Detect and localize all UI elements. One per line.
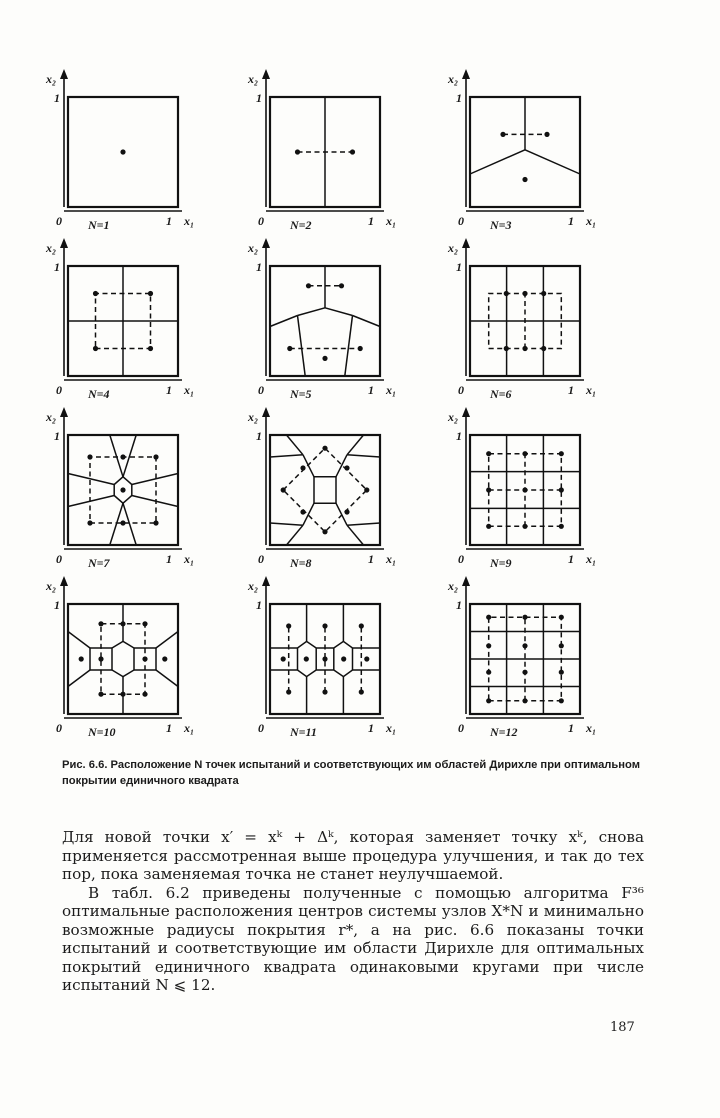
dirichlet-boundary (303, 503, 347, 525)
dirichlet-boundary (270, 455, 303, 457)
trial-point (322, 656, 327, 661)
tick-one-y: 1 (256, 598, 262, 612)
tick-one-y: 1 (256, 260, 262, 274)
paragraph-1: Для новой точки x′ = xᵏ + Δᵏ, которая заменяет точку xᵏ, снова применяется рассмотренная выше процедура улучшения, и так до тех пор, пока заменяемая точка не станет неулучшаемой. (62, 828, 644, 883)
dirichlet-boundary (270, 316, 298, 327)
trial-point (142, 692, 147, 697)
dirichlet-boundary (303, 455, 347, 477)
trial-point (322, 446, 327, 451)
x-axis-label: x₁ (586, 721, 597, 735)
n-label: N=10 (88, 725, 116, 739)
n-label: N=8 (290, 556, 312, 570)
tick-one-y: 1 (54, 91, 60, 105)
trial-point (341, 656, 346, 661)
trial-point (148, 346, 153, 351)
panel-svg (68, 266, 178, 376)
y-axis-arrow (60, 576, 68, 586)
trial-point (559, 524, 564, 529)
panel-n-11 (248, 579, 397, 739)
tick-one-x: 1 (568, 552, 574, 566)
trial-point (522, 487, 527, 492)
tick-one-y: 1 (256, 429, 262, 443)
trial-point (522, 698, 527, 703)
dirichlet-boundary (470, 150, 525, 174)
trial-point (364, 487, 369, 492)
trial-point (350, 149, 355, 154)
x-axis-label: x₁ (586, 383, 597, 397)
trial-point (364, 656, 369, 661)
trial-point (486, 643, 491, 648)
figure-caption: Рис. 6.6. Расположение N точек испытаний и соответствующих им областей Дирихле при оптимальном покрытии единичного квадрата (62, 759, 641, 787)
tick-one-x: 1 (166, 552, 172, 566)
panel-n-3 (448, 72, 597, 232)
n-label: N=9 (490, 556, 512, 570)
page-number: 187 (610, 1020, 635, 1035)
x-axis-label: x₁ (184, 552, 195, 566)
trial-point (120, 487, 125, 492)
tick-one-x: 1 (568, 214, 574, 228)
trial-point (486, 670, 491, 675)
panel-n-6 (448, 241, 597, 401)
trial-point (544, 132, 549, 137)
trial-point (87, 520, 92, 525)
n-label: N=12 (490, 725, 518, 739)
dirichlet-boundary (525, 150, 580, 174)
x-axis-label: x₁ (386, 721, 397, 735)
trial-point (559, 643, 564, 648)
trial-point (153, 454, 158, 459)
dirichlet-boundary (112, 641, 134, 676)
trial-point (120, 520, 125, 525)
n-label: N=2 (290, 218, 312, 232)
x-axis-label: x₁ (386, 552, 397, 566)
panel-svg (470, 266, 580, 376)
panel-svg (68, 435, 178, 545)
trial-point (322, 529, 327, 534)
trial-point (522, 346, 527, 351)
dirichlet-boundary (325, 308, 353, 316)
tick-one-y: 1 (54, 260, 60, 274)
x-axis-label: x₁ (586, 214, 597, 228)
trial-point (142, 621, 147, 626)
trial-point (522, 643, 527, 648)
y-axis-arrow (60, 407, 68, 417)
trial-point (322, 356, 327, 361)
dirichlet-boundary (298, 316, 306, 377)
dirichlet-boundary (347, 455, 380, 457)
tick-one-x: 1 (166, 721, 172, 735)
trial-point (344, 465, 349, 470)
trial-point (286, 689, 291, 694)
panel-svg (270, 435, 380, 545)
dirichlet-boundary (132, 496, 178, 507)
panel-n-12 (448, 579, 597, 739)
trial-point (522, 524, 527, 529)
y-axis-label: x₂ (248, 579, 259, 593)
n-label: N=4 (88, 387, 110, 401)
dirichlet-boundary (298, 308, 326, 316)
tick-one-x: 1 (166, 214, 172, 228)
trial-point (120, 692, 125, 697)
trial-point (98, 692, 103, 697)
trial-point (300, 465, 305, 470)
origin-label: 0 (458, 721, 464, 735)
y-axis-label: x₂ (448, 579, 459, 593)
tick-one-x: 1 (368, 552, 374, 566)
dirichlet-boundary (347, 523, 380, 525)
trial-point (522, 291, 527, 296)
trial-point (522, 615, 527, 620)
y-axis-arrow (462, 407, 470, 417)
tick-one-y: 1 (256, 91, 262, 105)
trial-point (120, 621, 125, 626)
trial-point (522, 670, 527, 675)
panel-svg (470, 97, 580, 207)
panel-n-1 (46, 72, 195, 232)
trial-point (148, 291, 153, 296)
trial-point (98, 621, 103, 626)
trial-point (306, 283, 311, 288)
paragraph-2: В табл. 6.2 приведены полученные с помощью алгоритма F³⁶ оптимальные расположения центров системы узлов X*N и минимально возможные радиусы покрытия r*, а на рис. 6.6 показаны точки испытаний и соответствующие им области Дирихле для оптимальных покрытий единичного квадрата одинаковыми кругами при числе испытаний N ⩽ 12. (62, 883, 644, 994)
y-axis-label: x₂ (448, 72, 459, 86)
tick-one-x: 1 (166, 383, 172, 397)
trial-point (339, 283, 344, 288)
origin-label: 0 (56, 721, 62, 735)
y-axis-arrow (462, 69, 470, 79)
y-axis-arrow (262, 407, 270, 417)
tick-one-y: 1 (54, 598, 60, 612)
panel-svg (470, 604, 580, 714)
origin-label: 0 (258, 214, 264, 228)
tick-one-y: 1 (456, 598, 462, 612)
dirichlet-boundary (353, 316, 381, 327)
panel-n-8 (248, 410, 397, 570)
trial-point (559, 487, 564, 492)
n-label: N=6 (490, 387, 512, 401)
origin-label: 0 (458, 552, 464, 566)
trial-point (142, 656, 147, 661)
n-label: N=7 (88, 556, 110, 570)
y-axis-label: x₂ (46, 72, 57, 86)
panel-n-5 (248, 241, 397, 401)
panel-n-4 (46, 241, 195, 401)
trial-point (486, 615, 491, 620)
dashed-link (283, 448, 367, 532)
trial-point (504, 291, 509, 296)
panel-svg (270, 266, 380, 376)
y-axis-arrow (262, 576, 270, 586)
x-axis-label: x₁ (386, 214, 397, 228)
trial-point (153, 520, 158, 525)
y-axis-label: x₂ (46, 241, 57, 255)
trial-point (500, 132, 505, 137)
trial-point (120, 454, 125, 459)
dirichlet-boundary (345, 316, 353, 377)
origin-label: 0 (258, 552, 264, 566)
origin-label: 0 (56, 383, 62, 397)
dirichlet-boundary (156, 670, 178, 687)
tick-one-x: 1 (368, 721, 374, 735)
trial-point (322, 623, 327, 628)
y-axis-arrow (462, 238, 470, 248)
trial-point (93, 346, 98, 351)
trial-point (541, 291, 546, 296)
trial-point (504, 346, 509, 351)
dirichlet-boundary (287, 525, 304, 545)
panel-svg (68, 604, 178, 714)
panel-svg (270, 97, 380, 207)
dirichlet-boundary (68, 496, 114, 507)
trial-point (120, 149, 125, 154)
dirichlet-boundary (270, 523, 303, 525)
trial-point (281, 487, 286, 492)
y-axis-label: x₂ (248, 241, 259, 255)
trial-point (559, 670, 564, 675)
tick-one-y: 1 (456, 91, 462, 105)
dirichlet-boundary (132, 474, 178, 485)
y-axis-label: x₂ (248, 72, 259, 86)
panel-svg (470, 435, 580, 545)
dirichlet-boundary (156, 632, 178, 649)
trial-point (300, 509, 305, 514)
panel-svg (68, 97, 178, 207)
origin-label: 0 (56, 552, 62, 566)
origin-label: 0 (458, 383, 464, 397)
origin-label: 0 (258, 383, 264, 397)
y-axis-arrow (262, 69, 270, 79)
trial-point (304, 656, 309, 661)
trial-point (559, 698, 564, 703)
panel-svg (270, 604, 380, 714)
dirichlet-boundary (68, 670, 90, 687)
trial-point (286, 623, 291, 628)
y-axis-label: x₂ (46, 410, 57, 424)
trial-point (358, 346, 363, 351)
n-label: N=11 (290, 725, 317, 739)
trial-point (486, 487, 491, 492)
panel-n-7 (46, 410, 195, 570)
trial-point (359, 689, 364, 694)
y-axis-label: x₂ (448, 241, 459, 255)
panel-n-10 (46, 579, 195, 739)
unit-square (270, 435, 380, 545)
trial-point (287, 346, 292, 351)
trial-point (559, 451, 564, 456)
n-label: N=5 (290, 387, 312, 401)
y-axis-arrow (60, 238, 68, 248)
dirichlet-boundary (68, 474, 114, 485)
tick-one-y: 1 (456, 429, 462, 443)
x-axis-label: x₁ (184, 721, 195, 735)
y-axis-arrow (262, 238, 270, 248)
trial-point (522, 451, 527, 456)
trial-point (486, 698, 491, 703)
tick-one-x: 1 (568, 383, 574, 397)
y-axis-label: x₂ (248, 410, 259, 424)
y-axis-arrow (462, 576, 470, 586)
trial-point (93, 291, 98, 296)
trial-point (98, 656, 103, 661)
y-axis-arrow (60, 69, 68, 79)
origin-label: 0 (258, 721, 264, 735)
panel-n-9 (448, 410, 597, 570)
trial-point (79, 656, 84, 661)
n-label: N=3 (490, 218, 512, 232)
origin-label: 0 (56, 214, 62, 228)
trial-point (281, 656, 286, 661)
origin-label: 0 (458, 214, 464, 228)
tick-one-y: 1 (456, 260, 462, 274)
tick-one-y: 1 (54, 429, 60, 443)
trial-point (486, 451, 491, 456)
trial-point (522, 177, 527, 182)
dirichlet-boundary (68, 632, 90, 649)
tick-one-x: 1 (368, 214, 374, 228)
y-axis-label: x₂ (448, 410, 459, 424)
body-text (62, 828, 644, 995)
dirichlet-boundary (347, 525, 364, 545)
y-axis-label: x₂ (46, 579, 57, 593)
dirichlet-boundary (287, 435, 304, 455)
tick-one-x: 1 (568, 721, 574, 735)
trial-point (486, 524, 491, 529)
panel-n-2 (248, 72, 397, 232)
dirichlet-boundary (347, 435, 364, 455)
trial-point (295, 149, 300, 154)
trial-point (87, 454, 92, 459)
tick-one-x: 1 (368, 383, 374, 397)
trial-point (559, 615, 564, 620)
x-axis-label: x₁ (184, 383, 195, 397)
trial-point (322, 689, 327, 694)
n-label: N=1 (88, 218, 110, 232)
trial-point (344, 509, 349, 514)
x-axis-label: x₁ (184, 214, 195, 228)
x-axis-label: x₁ (386, 383, 397, 397)
trial-point (541, 346, 546, 351)
x-axis-label: x₁ (586, 552, 597, 566)
trial-point (162, 656, 167, 661)
trial-point (359, 623, 364, 628)
